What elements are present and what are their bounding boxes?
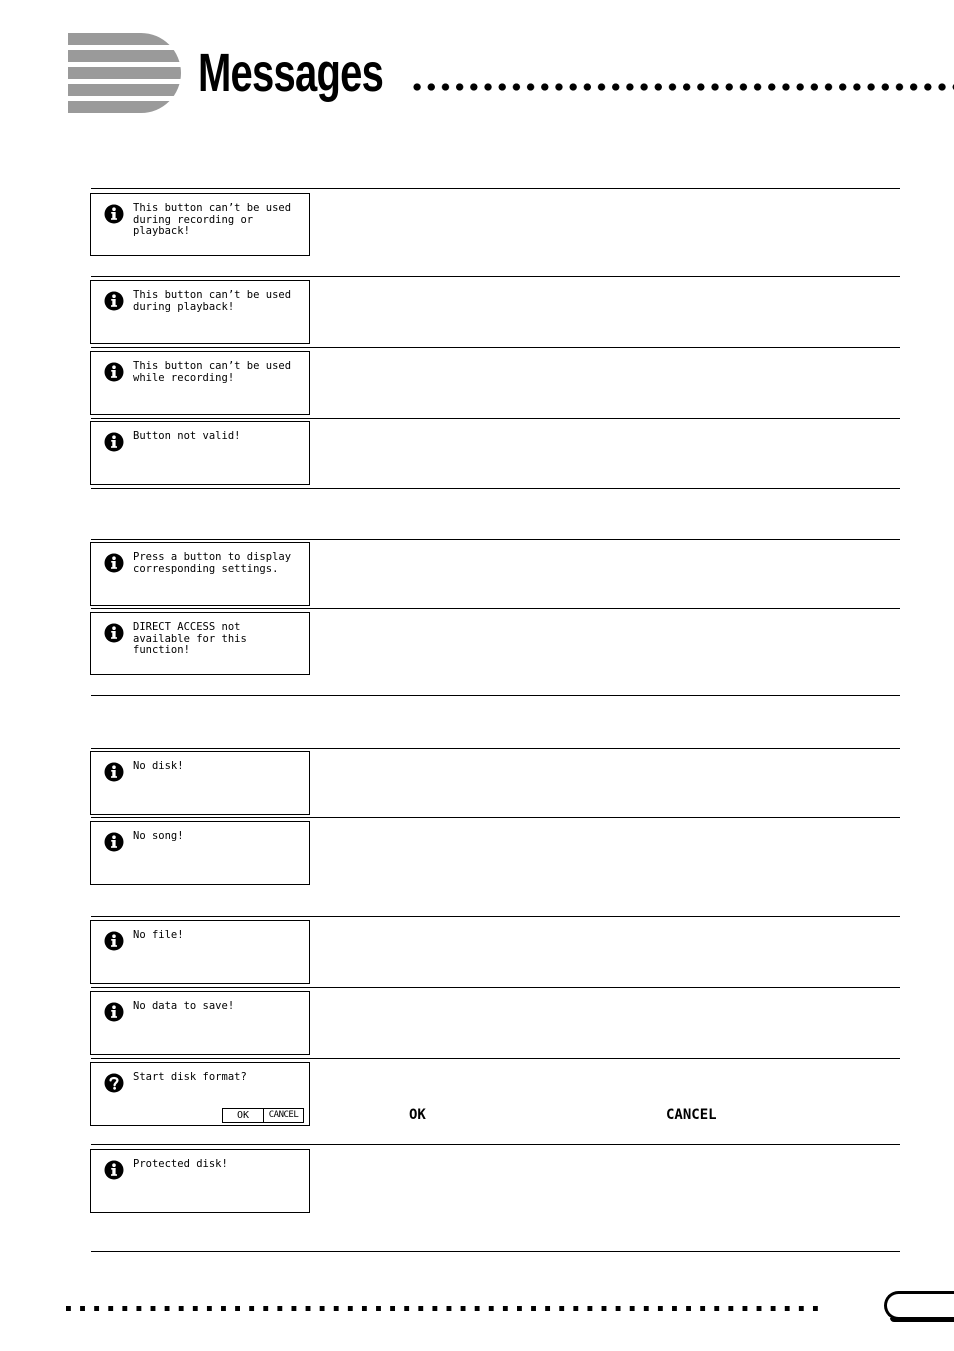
rule-divider xyxy=(91,1251,900,1252)
rule-divider xyxy=(91,916,900,917)
message-text: Start disk format? xyxy=(133,1071,247,1083)
page-number-tab xyxy=(884,1291,954,1320)
message-box xyxy=(90,920,310,984)
rule-divider xyxy=(91,608,900,609)
message-text: Button not valid! xyxy=(133,430,241,442)
message-text: No disk! xyxy=(133,760,184,772)
rule-divider xyxy=(91,276,900,277)
message-text: No data to save! xyxy=(133,1000,235,1012)
rule-divider xyxy=(91,488,900,489)
info-icon xyxy=(104,1160,124,1180)
message-box xyxy=(90,542,310,606)
info-icon xyxy=(104,931,124,951)
question-icon xyxy=(104,1073,124,1093)
message-text: DIRECT ACCESS not available for this function! xyxy=(133,621,247,656)
message-text: This button can’t be used while recording! xyxy=(133,360,292,384)
message-box xyxy=(90,1149,310,1213)
message-text: Press a button to display corresponding settings. xyxy=(133,551,292,575)
rule-divider xyxy=(91,748,900,749)
message-text: No file! xyxy=(133,929,184,941)
rule-divider xyxy=(91,188,900,189)
message-box xyxy=(90,991,310,1055)
rule-divider xyxy=(91,1058,900,1059)
message-box xyxy=(90,612,310,675)
cancel-label: CANCEL xyxy=(666,1107,717,1123)
rule-divider xyxy=(91,987,900,988)
message-box xyxy=(90,1062,310,1126)
rule-divider xyxy=(91,1144,900,1145)
header-stripes-logo xyxy=(68,33,181,113)
page-title: Messages xyxy=(198,43,384,103)
info-icon xyxy=(104,623,124,643)
info-icon xyxy=(104,553,124,573)
title-dot-leader xyxy=(410,82,954,92)
rule-divider xyxy=(91,418,900,419)
info-icon xyxy=(104,1002,124,1022)
footer-dot-leader xyxy=(66,1306,824,1314)
message-box xyxy=(90,821,310,885)
message-text: This button can’t be used during playback! xyxy=(133,289,292,313)
message-box xyxy=(90,193,310,256)
rule-divider xyxy=(91,347,900,348)
info-icon xyxy=(104,362,124,382)
message-box xyxy=(90,351,310,415)
rule-divider xyxy=(91,695,900,696)
page-number-tab-shadow xyxy=(890,1318,954,1322)
info-icon xyxy=(104,762,124,782)
message-box xyxy=(90,421,310,485)
rule-divider xyxy=(91,539,900,540)
info-icon xyxy=(104,291,124,311)
cancel-button[interactable]: CANCEL xyxy=(263,1108,304,1123)
message-text: Protected disk! xyxy=(133,1158,228,1170)
message-box xyxy=(90,751,310,815)
info-icon xyxy=(104,832,124,852)
message-text: No song! xyxy=(133,830,184,842)
rule-divider xyxy=(91,817,900,818)
info-icon xyxy=(104,204,124,224)
info-icon xyxy=(104,432,124,452)
message-text: This button can’t be used during recording or playback! xyxy=(133,202,292,237)
ok-label: OK xyxy=(409,1107,426,1123)
ok-button[interactable]: OK xyxy=(222,1108,264,1123)
message-box xyxy=(90,280,310,344)
